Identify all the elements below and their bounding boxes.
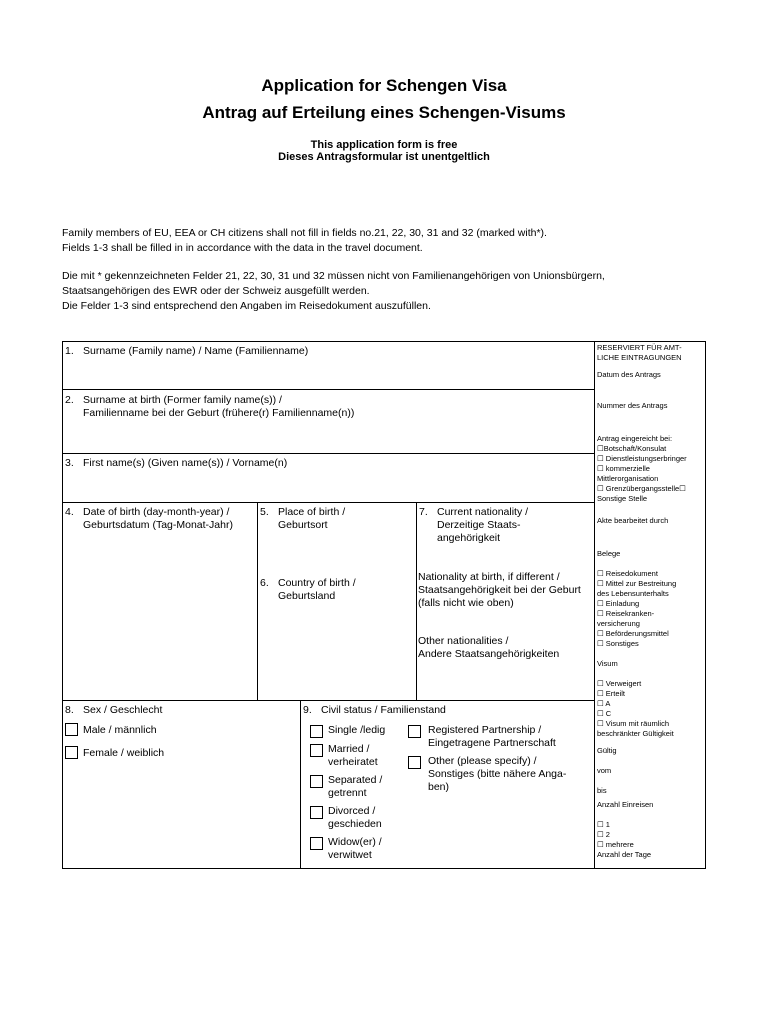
reserved-heading: RESERVIERT FÜR AMT- LICHE EINTRAGUNGEN: [597, 343, 682, 362]
application-form: [62, 341, 706, 869]
married-checkbox[interactable]: [310, 744, 323, 757]
intro-de: [62, 269, 702, 314]
male-label: Male / männlich: [83, 724, 157, 736]
intro-en: [62, 226, 702, 256]
intro-de-line: Die mit * gekennzeichneten Felder 21, 22, 30, 31 und 32 müssen nicht von Familienangehörigen von Unionsbürgern,: [62, 270, 605, 282]
field-7-birth-label: Nationality at birth, if different / Staatsangehörigkeit bei der Geburt (falls nicht wie oben): [418, 571, 581, 609]
widow-checkbox[interactable]: [310, 837, 323, 850]
row-divider: [63, 502, 594, 503]
field-8-label: Sex / Geschlecht: [83, 704, 163, 716]
field-3-number: 3.: [65, 457, 74, 469]
reserved-validity: Gültig vom bis: [597, 746, 617, 795]
field-2-label: Surname at birth (Former family name(s)) / Familienname bei der Geburt (frühere(r) Familienname(n)): [83, 394, 355, 419]
free-note-de: Dieses Antragsformular ist unentgeltlich: [278, 151, 490, 163]
divorced-label: Divorced / geschieden: [328, 805, 382, 830]
intro-de-line: Staatsangehörigen des EWR oder der Schweiz ausgefüllt werden.: [62, 285, 370, 297]
reserved-documents: Belege ☐ Reisedokument ☐ Mittel zur Bestreitung des Lebensunterhalts ☐ Einladung ☐ Reisekranken- versicherung ☐ Beförderungsmittel ☐ Sonstiges: [597, 549, 677, 648]
col-divider: [257, 502, 258, 700]
field-1-number: 1.: [65, 345, 74, 357]
field-7-label: Current nationality / Derzeitige Staats- angehörigkeit: [437, 506, 529, 544]
field-3-label: First name(s) (Given name(s)) / Vorname(n): [83, 457, 288, 469]
row-divider: [63, 389, 594, 390]
single-label: Single /ledig: [328, 724, 386, 736]
field-6-number: 6.: [260, 577, 269, 589]
title-de: Antrag auf Erteilung eines Schengen-Visums: [202, 103, 566, 122]
field-5-label: Place of birth / Geburtsort: [278, 506, 346, 531]
widow-label: Widow(er) / verwitwet: [328, 836, 382, 861]
field-8-number: 8.: [65, 704, 74, 716]
intro-en-line: Fields 1-3 shall be filled in in accordance with the data in the travel document.: [62, 242, 423, 254]
row-divider: [63, 453, 594, 454]
field-6-label: Country of birth / Geburtsland: [278, 577, 356, 602]
other-status-checkbox[interactable]: [408, 756, 421, 769]
separated-checkbox[interactable]: [310, 775, 323, 788]
divorced-checkbox[interactable]: [310, 806, 323, 819]
reserved-divider: [594, 342, 595, 869]
female-checkbox[interactable]: [65, 746, 78, 759]
col-divider: [300, 700, 301, 869]
intro-en-line: Family members of EU, EEA or CH citizens shall not fill in fields no.21, 22, 30, 31 and 32 (marked with*).: [62, 227, 547, 239]
reserved-visa: Visum ☐ Verweigert ☐ Erteilt ☐ A ☐ C ☐ Visum mit räumlich beschränkter Gültigkeit: [597, 659, 674, 738]
reserved-handled: Akte bearbeitet durch: [597, 516, 669, 525]
partnership-checkbox[interactable]: [408, 725, 421, 738]
male-checkbox[interactable]: [65, 723, 78, 736]
married-label: Married / verheiratet: [328, 743, 378, 768]
reserved-entries: Anzahl Einreisen ☐ 1 ☐ 2 ☐ mehrere Anzahl der Tage: [597, 800, 654, 859]
field-4-number: 4.: [65, 506, 74, 518]
field-9-label: Civil status / Familienstand: [321, 704, 446, 716]
field-7-other-label: Other nationalities / Andere Staatsangehörigkeiten: [418, 635, 560, 660]
partnership-label: Registered Partnership / Eingetragene Partnerschaft: [428, 724, 556, 749]
row-divider: [63, 700, 594, 701]
field-1-label: Surname (Family name) / Name (Familienname): [83, 345, 309, 357]
field-5-number: 5.: [260, 506, 269, 518]
single-checkbox[interactable]: [310, 725, 323, 738]
other-status-label: Other (please specify) / Sonstiges (bitte nähere Anga- ben): [428, 755, 567, 793]
field-4-label: Date of birth (day-month-year) / Geburtsdatum (Tag-Monat-Jahr): [83, 506, 233, 531]
title-en: Application for Schengen Visa: [261, 76, 507, 95]
free-note-en: This application form is free: [310, 139, 458, 151]
field-9-number: 9.: [303, 704, 312, 716]
reserved-number: Nummer des Antrags: [597, 401, 668, 410]
female-label: Female / weiblich: [83, 747, 165, 759]
reserved-date: Datum des Antrags: [597, 370, 661, 379]
field-2-number: 2.: [65, 394, 74, 406]
reserved-submitted: Antrag eingereicht bei: ☐Botschaft/Konsulat ☐ Dienstleistungserbringer ☐ kommerzielle Mittlerorganisation ☐ Grenzübergangsstelle☐ Sonstige Stelle: [597, 434, 687, 503]
col-divider: [416, 502, 417, 700]
separated-label: Separated / getrennt: [328, 774, 383, 799]
field-7-number: 7.: [419, 506, 428, 518]
intro-de-line: Die Felder 1-3 sind entsprechend den Angaben im Reisedokument auszufüllen.: [62, 300, 431, 312]
